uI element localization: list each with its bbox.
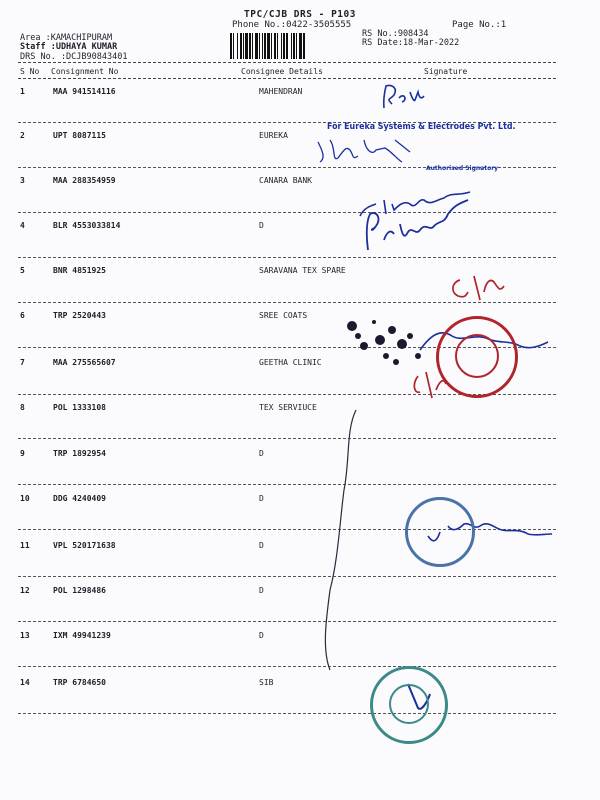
signature-row-2 <box>318 140 410 162</box>
signature-row-4 <box>367 200 468 250</box>
row-consignee: EUREKA <box>259 131 288 140</box>
drs-number: DRS No. :DCJB90843401 <box>20 52 128 62</box>
col-sno-header: S No <box>20 67 40 76</box>
row-consignment: POL 1298486 <box>53 586 106 595</box>
row-sno: 14 <box>20 678 30 687</box>
rs-number: RS No.:908434 <box>362 29 429 39</box>
row-consignment: POL 1333108 <box>53 403 106 412</box>
row-consignment: BLR 4553033814 <box>53 221 121 230</box>
cn-note-row-5 <box>453 276 504 300</box>
signature-row-1 <box>384 85 424 108</box>
col-consignee-header: Consignee Details <box>241 67 323 76</box>
authorised-signatory-text: Authorised Signatory <box>426 165 499 172</box>
row-sno: 6 <box>20 311 25 320</box>
row-sno: 12 <box>20 586 30 595</box>
row-consignee: GEETHA CLINIC <box>259 358 322 367</box>
area-label: Area :KAMACHIPURAM <box>20 33 113 43</box>
row-consignment: MAA 288354959 <box>53 176 116 185</box>
red-round-stamp-inner <box>455 334 499 378</box>
row-consignee: MAHENDRAN <box>259 87 303 96</box>
col-consignment-header: Consignment No <box>51 67 119 76</box>
row-consignee: D <box>259 221 264 230</box>
row-sno: 5 <box>20 266 25 275</box>
row-sno: 3 <box>20 176 25 185</box>
row-sno: 9 <box>20 449 25 458</box>
row-consignment: TRP 6784650 <box>53 678 106 687</box>
long-pen-stroke <box>325 410 356 670</box>
row-consignee: D <box>259 631 264 640</box>
row-consignee: D <box>259 494 264 503</box>
row-sno: 2 <box>20 131 25 140</box>
row-consignment: VPL 520171638 <box>53 541 116 550</box>
row-consignment: MAA 275565607 <box>53 358 116 367</box>
tex-service-stamp <box>405 497 475 567</box>
row-consignee: TEX SERVIUCE <box>259 403 317 412</box>
row-consignment: DDG 4240409 <box>53 494 106 503</box>
phone-number: Phone No.:0422-3505555 <box>232 20 352 30</box>
row-consignment: MAA 941514116 <box>53 87 116 96</box>
row-consignee: D <box>259 586 264 595</box>
row-sno: 7 <box>20 358 25 367</box>
company-stamp-text: For Eureka Systems & Electrodes Pvt. Ltd. <box>327 122 516 132</box>
staff-label: Staff :UDHAYA KUMAR <box>20 42 118 52</box>
row-sno: 13 <box>20 631 30 640</box>
row-consignment: BNR 4851925 <box>53 266 106 275</box>
row-consignment: IXM 49941239 <box>53 631 111 640</box>
row-consignee: SIB <box>259 678 274 687</box>
row-consignee: D <box>259 541 264 550</box>
row-sno: 1 <box>20 87 25 96</box>
row-consignment: TRP 1892954 <box>53 449 106 458</box>
rs-date: RS Date:18-Mar-2022 <box>362 38 460 48</box>
signature-row-3 <box>360 192 470 216</box>
row-consignment: UPT 8087115 <box>53 131 106 140</box>
drs-title: TPC/CJB DRS - P103 <box>244 9 356 20</box>
page-number: Page No.:1 <box>452 20 507 30</box>
row-consignment: TRP 2520443 <box>53 311 106 320</box>
row-sno: 4 <box>20 221 25 230</box>
row-consignee: D <box>259 449 264 458</box>
row-sno: 10 <box>20 494 30 503</box>
col-signature-header: Signature <box>424 67 468 76</box>
teal-round-stamp-inner <box>389 684 429 724</box>
row-sno: 8 <box>20 403 25 412</box>
row-consignee: CANARA BANK <box>259 176 312 185</box>
row-consignee: SARAVANA TEX SPARE <box>259 266 346 275</box>
row-consignee: SREE COATS <box>259 311 308 320</box>
ink-blots-row-6 <box>347 320 421 365</box>
row-sno: 11 <box>20 541 30 550</box>
